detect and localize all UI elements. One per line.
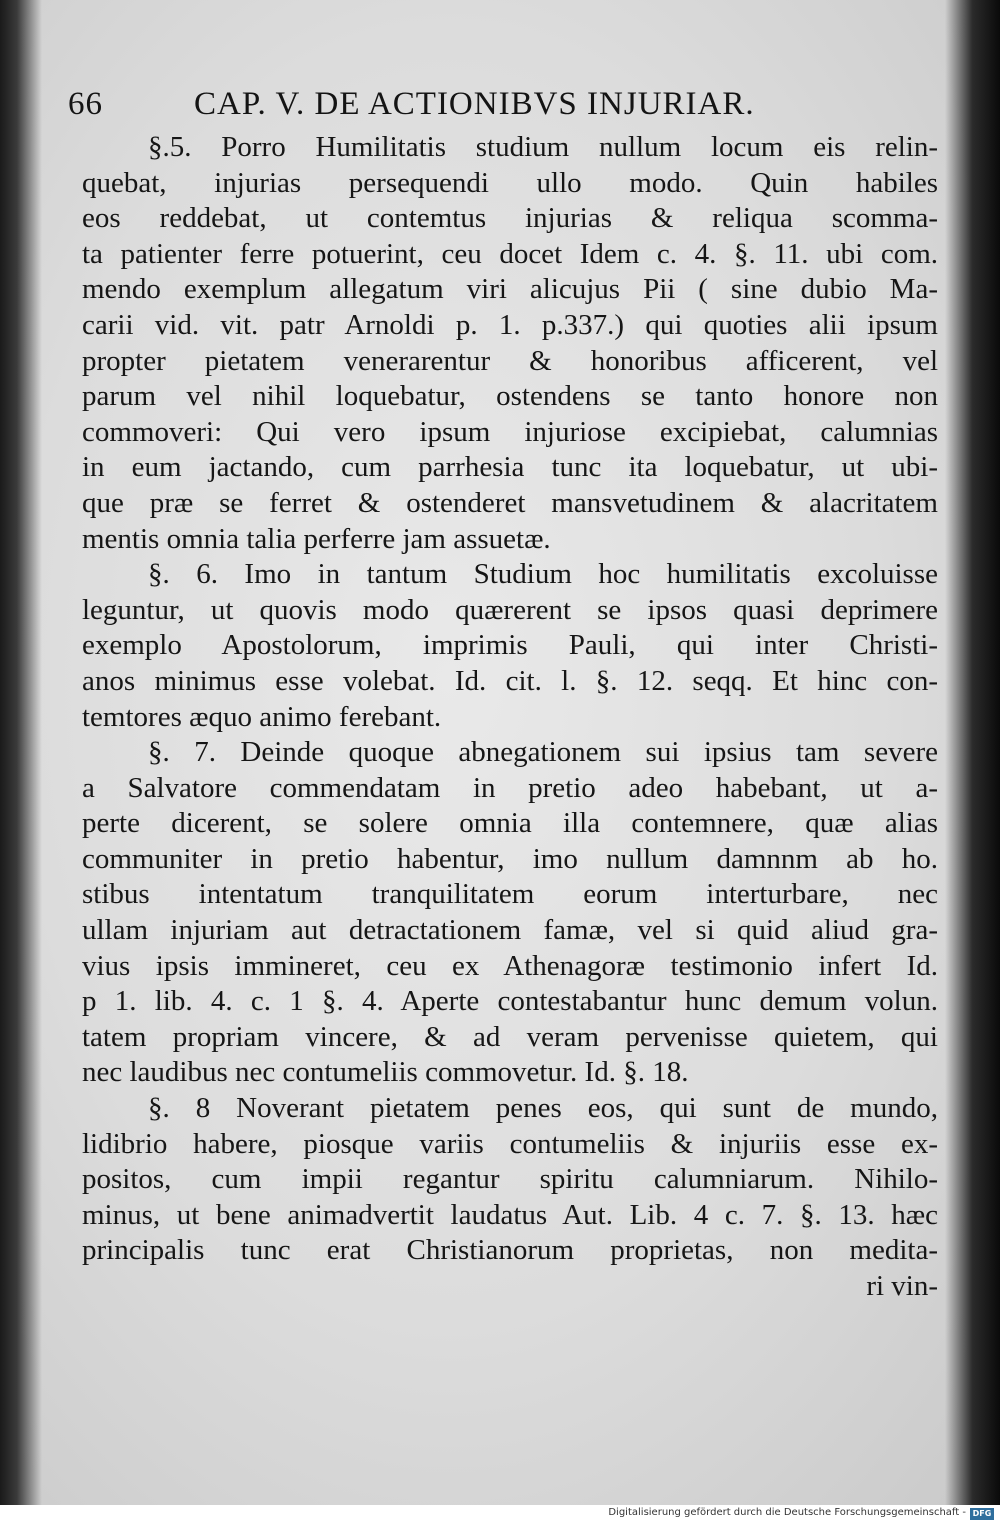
page-number: 66 bbox=[68, 86, 103, 122]
text-line: nec laudibus nec contumeliis commovetur. Id. §. 18. bbox=[82, 1056, 689, 1089]
text-line: §. 8 Noverant pietatem penes eos, qui sunt de mundo, bbox=[148, 1092, 938, 1125]
text-line: in eum jactando, cum parrhesia tunc ita loquebatur, ut ubi- bbox=[82, 451, 938, 484]
text-line: lidibrio habere, piosque variis contumeliis & injuriis esse ex- bbox=[82, 1127, 938, 1160]
text-line: ta patienter ferre potuerint, ceu docet Idem c. 4. §. 11. ubi com. bbox=[82, 237, 938, 270]
text-line: carii vid. vit. patr Arnoldi p. 1. p.337.) qui quoties alii ipsum bbox=[82, 308, 938, 341]
text-line: que præ se ferret & ostenderet mansvetudinem & alacritatem bbox=[82, 486, 938, 519]
text-line: parum vel nihil loquebatur, ostendens se tanto honore non bbox=[82, 380, 938, 413]
text-line: §. 7. Deinde quoque abnegationem sui ipsius tam severe bbox=[148, 736, 938, 769]
text-line: mentis omnia talia perferre jam assuetæ. bbox=[82, 522, 551, 555]
text-line: a Salvatore commendatam in pretio adeo habebant, ut a- bbox=[82, 771, 938, 804]
text-line: minus, ut bene animadvertit laudatus Aut. Lib. 4 c. 7. §. 13. hæc bbox=[82, 1198, 938, 1231]
text-line: leguntur, ut quovis modo quærerent se ipsos quasi deprimere bbox=[82, 593, 938, 626]
text-line: ullam injuriam aut detractationem famæ, vel si quid aliud gra- bbox=[82, 914, 938, 947]
text-line: §. 6. Imo in tantum Studium hoc humilitatis excoluisse bbox=[148, 558, 938, 591]
text-line: quebat, injurias persequendi ullo modo. Quin habiles bbox=[82, 166, 938, 199]
text-line: commoveri: Qui vero ipsum injuriose excipiebat, calumnias bbox=[82, 415, 938, 448]
text-line: mendo exemplum allegatum viri alicujus Pii ( sine dubio Ma- bbox=[82, 273, 938, 306]
text-line: propter pietatem venerarentur & honoribus afficerent, vel bbox=[82, 344, 938, 377]
text-line: exemplo Apostolorum, imprimis Pauli, qui inter Christi- bbox=[82, 629, 938, 662]
body-text bbox=[82, 130, 938, 1305]
text-line: tatem propriam vincere, & ad veram pervenisse quietem, qui bbox=[82, 1020, 938, 1053]
text-line: anos minimus esse volebat. Id. cit. l. §. 12. seqq. Et hinc con- bbox=[82, 664, 938, 697]
page-header bbox=[68, 86, 928, 126]
dfg-logo-icon: DFG bbox=[970, 1508, 994, 1520]
text-line: perte dicerent, se solere omnia illa contemnere, quæ alias bbox=[82, 807, 938, 840]
running-title: CAP. V. DE ACTIONIBVS INJURIAR. bbox=[194, 86, 755, 122]
digitization-footer bbox=[0, 1505, 1000, 1523]
funding-credit: Digitalisierung gefördert durch die Deutsche Forschungsgemeinschaft - bbox=[608, 1507, 966, 1518]
catchword: ri vin- bbox=[866, 1270, 938, 1302]
text-line: positos, cum impii regantur spiritu calumniarum. Nihilo- bbox=[82, 1163, 938, 1196]
text-line: temtores æquo animo ferebant. bbox=[82, 700, 442, 733]
text-line: communiter in pretio habentur, imo nullum damnnm ab ho. bbox=[82, 842, 938, 875]
text-line: §.5. Porro Humilitatis studium nullum locum eis relin- bbox=[148, 131, 938, 163]
text-line: p 1. lib. 4. c. 1 §. 4. Aperte contestabantur hunc demum volun. bbox=[82, 985, 938, 1018]
text-line: stibus intentatum tranquilitatem eorum interturbare, nec bbox=[82, 878, 938, 911]
text-line: vius ipsis immineret, ceu ex Athenagoræ testimonio infert Id. bbox=[82, 949, 938, 982]
text-line: eos reddebat, ut contemtus injurias & reliqua scomma- bbox=[82, 202, 938, 235]
text-line: principalis tunc erat Christianorum proprietas, non medita- bbox=[82, 1234, 938, 1267]
